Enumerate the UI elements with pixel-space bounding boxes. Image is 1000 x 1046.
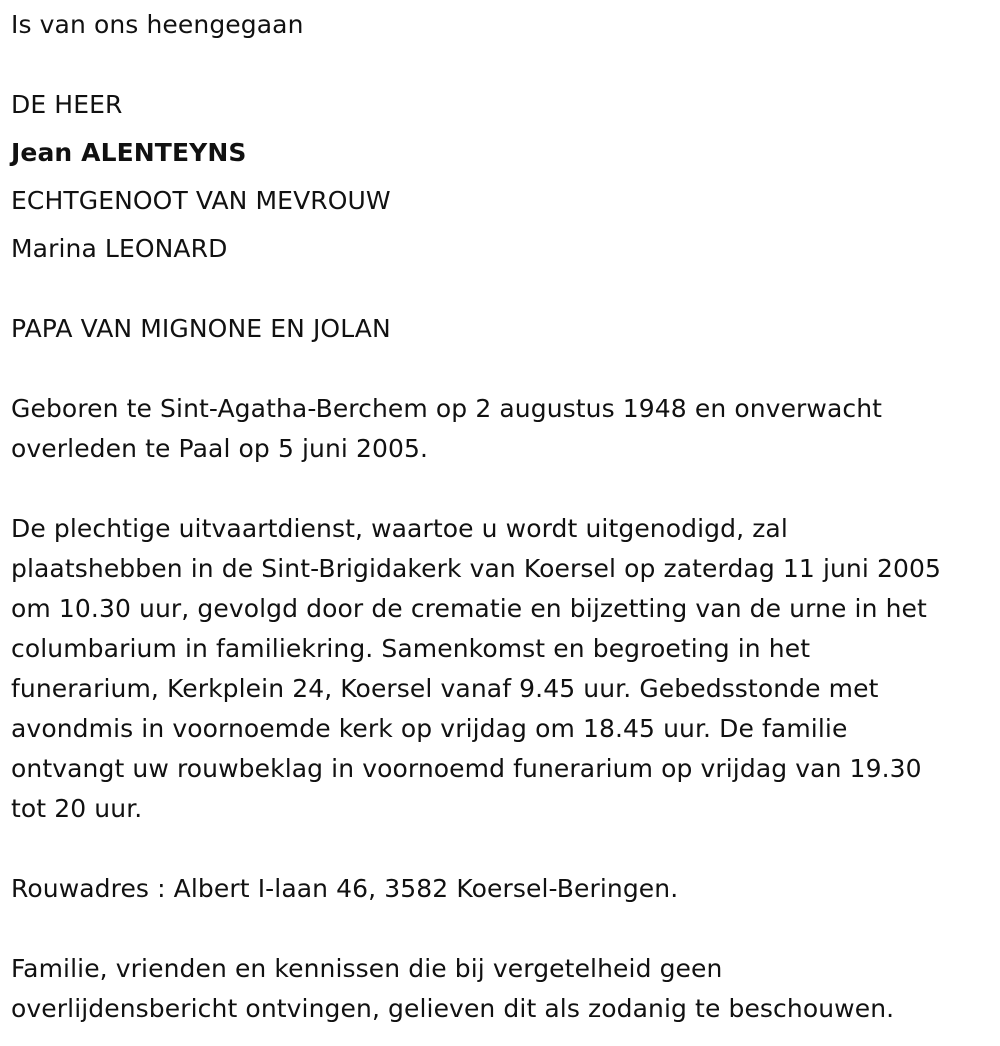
intro-line: Is van ons heengegaan (11, 10, 304, 39)
spouse-label: ECHTGENOOT VAN MEVROUW (11, 186, 391, 215)
closing-line: overlijdensbericht ontvingen, gelieven dit als zodanig te beschouwen. (11, 994, 895, 1023)
service-line: om 10.30 uur, gevolgd door de crematie en bijzetting van de urne in het (11, 594, 927, 623)
service-line: De plechtige uitvaartdienst, waartoe u wordt uitgenodigd, zal (11, 514, 788, 543)
spouse-name: Marina LEONARD (11, 234, 228, 263)
children-line: PAPA VAN MIGNONE EN JOLAN (11, 314, 391, 343)
service-line: tot 20 uur. (11, 794, 143, 823)
service-line: ontvangt uw rouwbeklag in voornoemd funerarium op vrijdag van 19.30 (11, 754, 922, 783)
service-line: avondmis in voornoemde kerk op vrijdag om 18.45 uur. De familie (11, 714, 848, 743)
title-line: DE HEER (11, 90, 123, 119)
service-line: columbarium in familiekring. Samenkomst en begroeting in het (11, 634, 811, 663)
address-line: Rouwadres : Albert I-laan 46, 3582 Koersel-Beringen. (11, 874, 679, 903)
service-line: funerarium, Kerkplein 24, Koersel vanaf 9.45 uur. Gebedsstonde met (11, 674, 879, 703)
birth-death-line: overleden te Paal op 5 juni 2005. (11, 434, 429, 463)
closing-line: Familie, vrienden en kennissen die bij vergetelheid geen (11, 954, 723, 983)
birth-death-line: Geboren te Sint-Agatha-Berchem op 2 augustus 1948 en onverwacht (11, 394, 883, 423)
service-line: plaatshebben in de Sint-Brigidakerk van Koersel op zaterdag 11 juni 2005 (11, 554, 941, 583)
deceased-name: Jean ALENTEYNS (11, 138, 247, 167)
